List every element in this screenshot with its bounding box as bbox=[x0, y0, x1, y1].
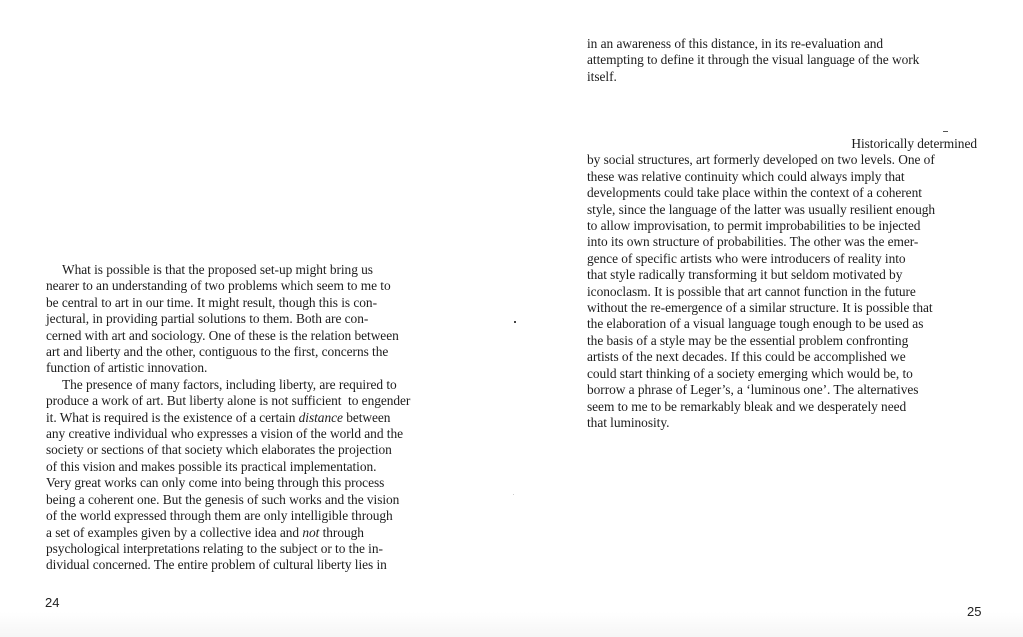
text-line: itself. bbox=[587, 68, 617, 84]
text-line: to allow improvisation, to permit improbabilities to be injected bbox=[587, 218, 921, 234]
text-line: What is possible is that the proposed set-up might bring us bbox=[62, 262, 373, 277]
text-line: be central to art in our time. It might result, though this is con- bbox=[46, 294, 377, 310]
text-line: the elaboration of a visual language tough enough to be used as bbox=[587, 316, 924, 332]
text-run: between bbox=[342, 409, 391, 425]
scan-mark bbox=[943, 131, 948, 132]
text-line: nearer to an understanding of two problems which seem to me to bbox=[46, 278, 391, 294]
text-line bbox=[46, 410, 466, 426]
paragraph-liberty bbox=[46, 377, 466, 574]
text-line: produce a work of art. But liberty alone is not sufficient to engender bbox=[46, 393, 411, 409]
text-run: through bbox=[319, 524, 364, 540]
text-line: dividual concerned. The entire problem of cultural liberty lies in bbox=[46, 557, 387, 573]
text-line: could start thinking of a society emerging which would be, to bbox=[587, 365, 913, 381]
text-line: jectural, in providing partial solutions to them. Both are con- bbox=[46, 311, 369, 327]
left-page bbox=[0, 0, 510, 637]
left-page-body bbox=[46, 262, 466, 574]
text-line bbox=[46, 525, 466, 541]
text-line: borrow a phrase of Leger’s, a ‘luminous one’. The alternatives bbox=[587, 382, 919, 398]
text-line: without the re-emergence of a similar structure. It is possible that bbox=[587, 300, 933, 316]
text-line: psychological interpretations relating to the subject or to the in- bbox=[46, 540, 383, 556]
text-line: function of artistic innovation. bbox=[46, 360, 208, 376]
text-line: The presence of many factors, including liberty, are required to bbox=[62, 376, 397, 392]
page-number-left: 24 bbox=[45, 595, 60, 610]
text-line: cerned with art and sociology. One of these is the relation between bbox=[46, 327, 399, 343]
text-line: artists of the next decades. If this could be accomplished we bbox=[587, 349, 906, 365]
text-line: by social structures, art formerly developed on two levels. One of bbox=[587, 152, 935, 168]
text-run: a set of examples given by a collective idea and bbox=[46, 524, 303, 540]
text-line: the basis of a style may be the essential problem confronting bbox=[587, 332, 909, 348]
text-line: style, since the language of the latter was usually resilient enough bbox=[587, 201, 936, 217]
italic-emphasis-distance: distance bbox=[298, 409, 343, 425]
text-line: that style radically transforming it but seldom motivated by bbox=[587, 267, 903, 283]
text-line: gence of specific artists who were introducers of reality into bbox=[587, 250, 906, 266]
italic-emphasis-not: not bbox=[302, 524, 320, 540]
text-run: it. What is required is the existence of a certain bbox=[46, 409, 299, 425]
text-line: of the world expressed through them are only intelligible through bbox=[46, 508, 393, 524]
text-line: in an awareness of this distance, in its re-evaluation and bbox=[587, 36, 884, 51]
paragraph-set-up bbox=[46, 262, 466, 377]
text-line: any creative individual who expresses a vision of the world and the bbox=[46, 426, 403, 442]
text-line: being a coherent one. But the genesis of such works and the vision bbox=[46, 491, 400, 507]
text-line: of this vision and makes possible its practical implementation. bbox=[46, 458, 377, 474]
text-line: seem to me to be remarkably bleak and we desperately need bbox=[587, 398, 907, 414]
right-page-main-paragraph bbox=[587, 136, 987, 431]
right-page bbox=[512, 0, 1023, 637]
text-line: developments could take place within the context of a coherent bbox=[587, 185, 922, 201]
text-line: these was relative continuity which could always imply that bbox=[587, 168, 905, 184]
text-line: Historically determined bbox=[851, 136, 977, 151]
page-number-right: 25 bbox=[967, 604, 982, 619]
text-line: art and liberty and the other, contiguous to the first, concerns the bbox=[46, 344, 389, 360]
text-line: Very great works can only come into being through this process bbox=[46, 475, 385, 491]
text-line: attempting to define it through the visual language of the work bbox=[587, 52, 920, 68]
text-line: iconoclasm. It is possible that art cannot function in the future bbox=[587, 283, 916, 299]
text-line: into its own structure of probabilities. The other was the emer- bbox=[587, 234, 919, 250]
text-line: that luminosity. bbox=[587, 414, 670, 430]
right-page-top-paragraph bbox=[587, 36, 987, 85]
text-line: society or sections of that society which elaborates the projection bbox=[46, 442, 392, 458]
